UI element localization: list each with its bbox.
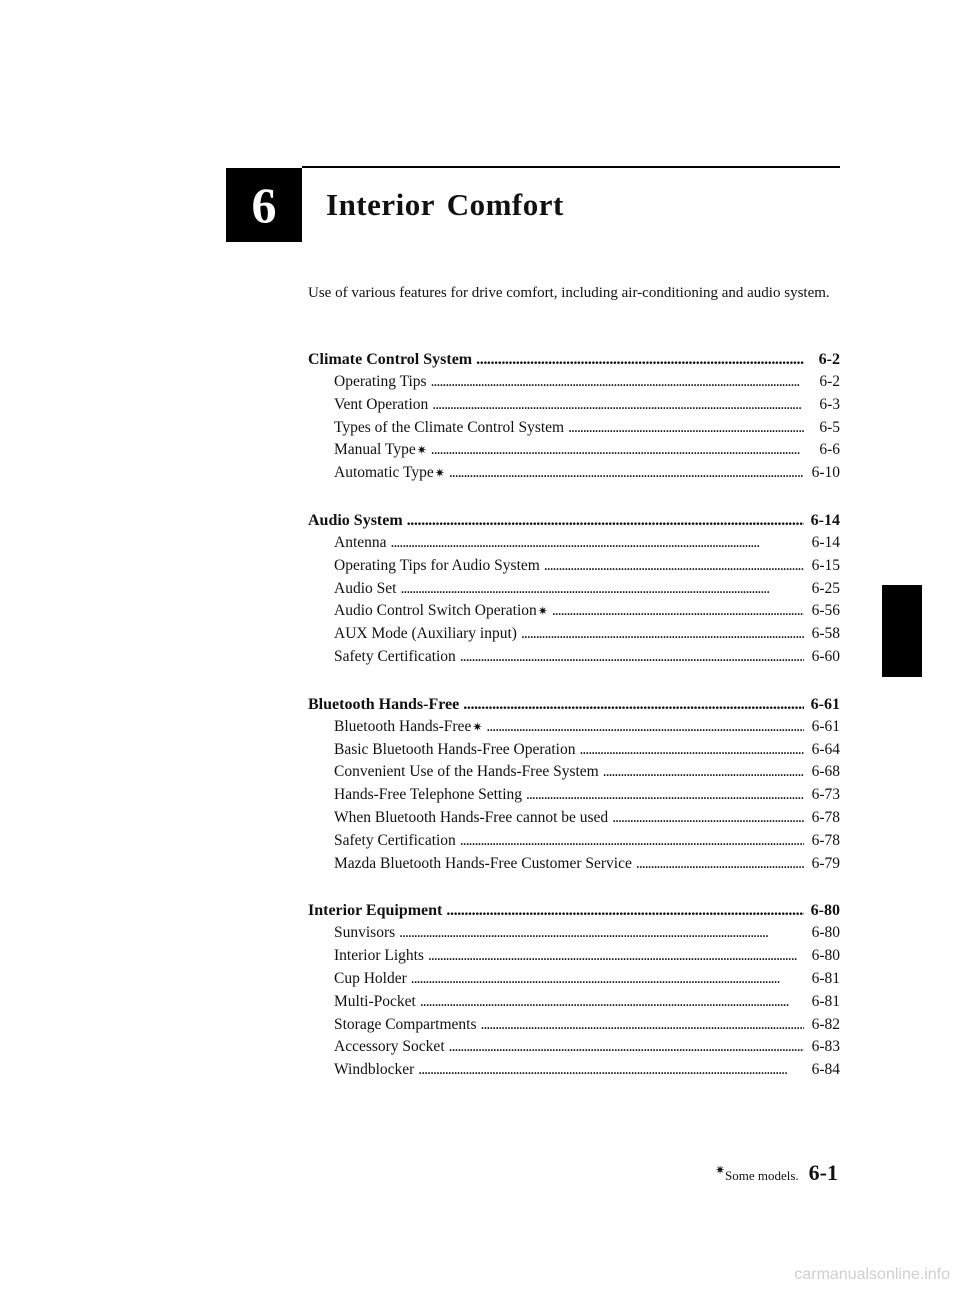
dot-leader bbox=[460, 646, 804, 669]
toc-entry-label: Cup Holder bbox=[334, 969, 407, 987]
dot-leader bbox=[431, 371, 804, 394]
chapter-rule bbox=[302, 166, 840, 168]
dot-leader bbox=[636, 853, 804, 876]
toc-entry[interactable] bbox=[308, 1059, 840, 1082]
dot-leader bbox=[431, 439, 804, 462]
toc-entry-label: Audio Set bbox=[334, 579, 397, 597]
toc-entry-label: Accessory Socket bbox=[334, 1038, 445, 1056]
dot-leader bbox=[420, 991, 804, 1014]
toc-entry-label: Convenient Use of the Hands-Free System bbox=[334, 763, 599, 781]
toc-entry[interactable] bbox=[308, 968, 840, 991]
toc-entry-label: Audio Control Switch Operation bbox=[334, 602, 537, 620]
toc-section-title: Climate Control System bbox=[308, 351, 473, 368]
toc-entry[interactable] bbox=[308, 830, 840, 853]
toc-entry[interactable] bbox=[308, 991, 840, 1014]
toc-entry-label: Vent Operation bbox=[334, 395, 429, 413]
toc-page-number: 6-5 bbox=[819, 418, 840, 436]
toc-entry[interactable] bbox=[308, 807, 840, 830]
toc-section-heading[interactable] bbox=[308, 348, 840, 371]
dot-leader bbox=[432, 394, 804, 417]
page-number: 6-1 bbox=[808, 1160, 838, 1185]
toc-entry[interactable] bbox=[308, 600, 840, 623]
table-of-contents bbox=[308, 348, 840, 1106]
some-models-star-icon: ✷ bbox=[472, 719, 483, 734]
toc-entry-label: When Bluetooth Hands-Free cannot be used bbox=[334, 808, 609, 826]
toc-entry[interactable] bbox=[308, 462, 840, 485]
toc-page-number: 6-80 bbox=[811, 947, 840, 965]
dot-leader bbox=[418, 1059, 804, 1082]
dot-leader bbox=[449, 1036, 804, 1059]
watermark: carmanualsonline.info bbox=[794, 1266, 950, 1283]
dot-leader bbox=[476, 348, 804, 371]
toc-entry-label: Operating Tips bbox=[334, 373, 427, 390]
toc-page-number: 6-81 bbox=[811, 992, 840, 1010]
dot-leader bbox=[391, 532, 804, 555]
toc-entry[interactable] bbox=[308, 371, 840, 394]
dot-leader bbox=[603, 761, 804, 784]
toc-page-number: 6-58 bbox=[811, 625, 840, 643]
toc-entry[interactable] bbox=[308, 623, 840, 646]
toc-entry[interactable] bbox=[308, 394, 840, 417]
toc-page-number: 6-82 bbox=[811, 1015, 840, 1033]
footnote-text: Some models. bbox=[725, 1168, 799, 1183]
toc-page-number: 6-15 bbox=[811, 556, 840, 574]
toc-section-title: Interior Equipment bbox=[308, 902, 443, 920]
toc-entry-label: Interior Lights bbox=[334, 947, 424, 965]
dot-leader bbox=[400, 578, 804, 601]
toc-page-number: 6-2 bbox=[819, 373, 840, 390]
dot-leader bbox=[612, 807, 804, 830]
some-models-star-icon: ✷ bbox=[416, 443, 427, 458]
toc-entry-label: Storage Compartments bbox=[334, 1015, 477, 1033]
toc-page-number: 6-6 bbox=[819, 441, 840, 459]
dot-leader bbox=[544, 555, 804, 578]
toc-entry[interactable] bbox=[308, 1036, 840, 1059]
toc-section-heading[interactable] bbox=[308, 899, 840, 922]
toc-page-number: 6-68 bbox=[811, 763, 840, 781]
toc-section-heading[interactable] bbox=[308, 693, 840, 716]
dot-leader bbox=[399, 922, 804, 945]
toc-page-number: 6-81 bbox=[811, 969, 840, 987]
toc-page-number: 6-14 bbox=[811, 533, 840, 551]
footnote-star-icon: ✷ bbox=[714, 1163, 725, 1177]
chapter-number: 6 bbox=[251, 177, 277, 233]
toc-entry[interactable] bbox=[308, 761, 840, 784]
dot-leader bbox=[568, 417, 804, 440]
dot-leader bbox=[526, 784, 804, 807]
toc-entry[interactable] bbox=[308, 716, 840, 739]
toc-entry[interactable] bbox=[308, 555, 840, 578]
dot-leader bbox=[481, 1014, 805, 1037]
toc-page-number: 6-79 bbox=[811, 854, 840, 872]
toc-entry-label: AUX Mode (Auxiliary input) bbox=[334, 625, 517, 643]
toc-page-number: 6-84 bbox=[811, 1061, 840, 1079]
toc-section-title: Bluetooth Hands-Free bbox=[308, 695, 460, 713]
some-models-star-icon: ✷ bbox=[537, 604, 548, 619]
toc-entry-label: Operating Tips for Audio System bbox=[334, 556, 540, 574]
toc-page-number: 6-80 bbox=[811, 924, 840, 942]
toc-entry-label: Hands-Free Telephone Setting bbox=[334, 786, 523, 804]
dot-leader bbox=[411, 968, 804, 991]
toc-entry[interactable] bbox=[308, 739, 840, 762]
toc-entry[interactable] bbox=[308, 853, 840, 876]
chapter-intro: Use of various features for drive comfort, including air-conditioning and audio system. bbox=[308, 285, 830, 301]
toc-entry-label: Antenna bbox=[334, 533, 387, 551]
dot-leader bbox=[579, 739, 804, 762]
toc-page-number: 6-56 bbox=[811, 602, 840, 620]
toc-entry-label: Windblocker bbox=[334, 1061, 415, 1079]
toc-entry-label: Safety Certification bbox=[334, 831, 456, 849]
toc-section bbox=[308, 509, 840, 669]
toc-entry-label: Mazda Bluetooth Hands-Free Customer Service bbox=[334, 854, 632, 872]
toc-entry-label: Types of the Climate Control System bbox=[334, 418, 565, 436]
toc-section bbox=[308, 693, 840, 876]
toc-entry[interactable] bbox=[308, 439, 840, 462]
toc-entry-label: Multi-Pocket bbox=[334, 992, 416, 1010]
toc-entry[interactable] bbox=[308, 1014, 840, 1037]
toc-page-number: 6-14 bbox=[810, 511, 840, 529]
chapter-title: Interior Comfort bbox=[326, 187, 564, 222]
some-models-star-icon: ✷ bbox=[434, 466, 445, 481]
toc-page-number: 6-61 bbox=[811, 717, 840, 735]
dot-leader bbox=[521, 623, 804, 646]
toc-entry-label: Sunvisors bbox=[334, 924, 396, 942]
toc-entry[interactable] bbox=[308, 922, 840, 945]
toc-page-number: 6-60 bbox=[811, 647, 840, 665]
toc-page-number: 6-83 bbox=[811, 1038, 840, 1056]
dot-leader bbox=[463, 693, 804, 716]
chapter-side-tab bbox=[882, 585, 922, 677]
toc-section bbox=[308, 348, 840, 485]
toc-section-heading[interactable] bbox=[308, 509, 840, 532]
toc-page-number: 6-64 bbox=[811, 740, 840, 758]
toc-section bbox=[308, 899, 840, 1082]
toc-entry-label: Basic Bluetooth Hands-Free Operation bbox=[334, 740, 576, 758]
toc-page-number: 6-78 bbox=[811, 831, 840, 849]
toc-entry[interactable] bbox=[308, 784, 840, 807]
toc-page-number: 6-73 bbox=[811, 786, 840, 804]
toc-page-number: 6-78 bbox=[811, 808, 840, 826]
toc-entry[interactable] bbox=[308, 578, 840, 601]
dot-leader bbox=[428, 945, 804, 968]
toc-entry-label: Bluetooth Hands-Free bbox=[334, 717, 472, 735]
toc-entry-label: Manual Type bbox=[334, 441, 416, 459]
toc-entry[interactable] bbox=[308, 646, 840, 669]
page-footer bbox=[714, 1160, 838, 1186]
dot-leader bbox=[407, 509, 804, 532]
toc-page-number: 6-10 bbox=[811, 464, 840, 482]
toc-entry[interactable] bbox=[308, 945, 840, 968]
toc-page-number: 6-3 bbox=[819, 395, 840, 413]
dot-leader bbox=[460, 830, 804, 853]
dot-leader bbox=[449, 462, 804, 485]
toc-entry[interactable] bbox=[308, 417, 840, 440]
toc-page-number: 6-61 bbox=[810, 695, 840, 713]
chapter-number-box bbox=[226, 168, 302, 242]
toc-entry-label: Safety Certification bbox=[334, 647, 456, 665]
toc-entry[interactable] bbox=[308, 532, 840, 555]
dot-leader bbox=[486, 716, 804, 739]
toc-section-title: Audio System bbox=[308, 511, 403, 529]
toc-page-number: 6-80 bbox=[810, 902, 840, 920]
footnote bbox=[714, 1163, 799, 1184]
dot-leader bbox=[446, 899, 804, 922]
toc-page-number: 6-25 bbox=[811, 579, 840, 597]
dot-leader bbox=[552, 600, 804, 623]
toc-entry-label: Automatic Type bbox=[334, 464, 434, 482]
toc-page-number: 6-2 bbox=[818, 351, 840, 368]
